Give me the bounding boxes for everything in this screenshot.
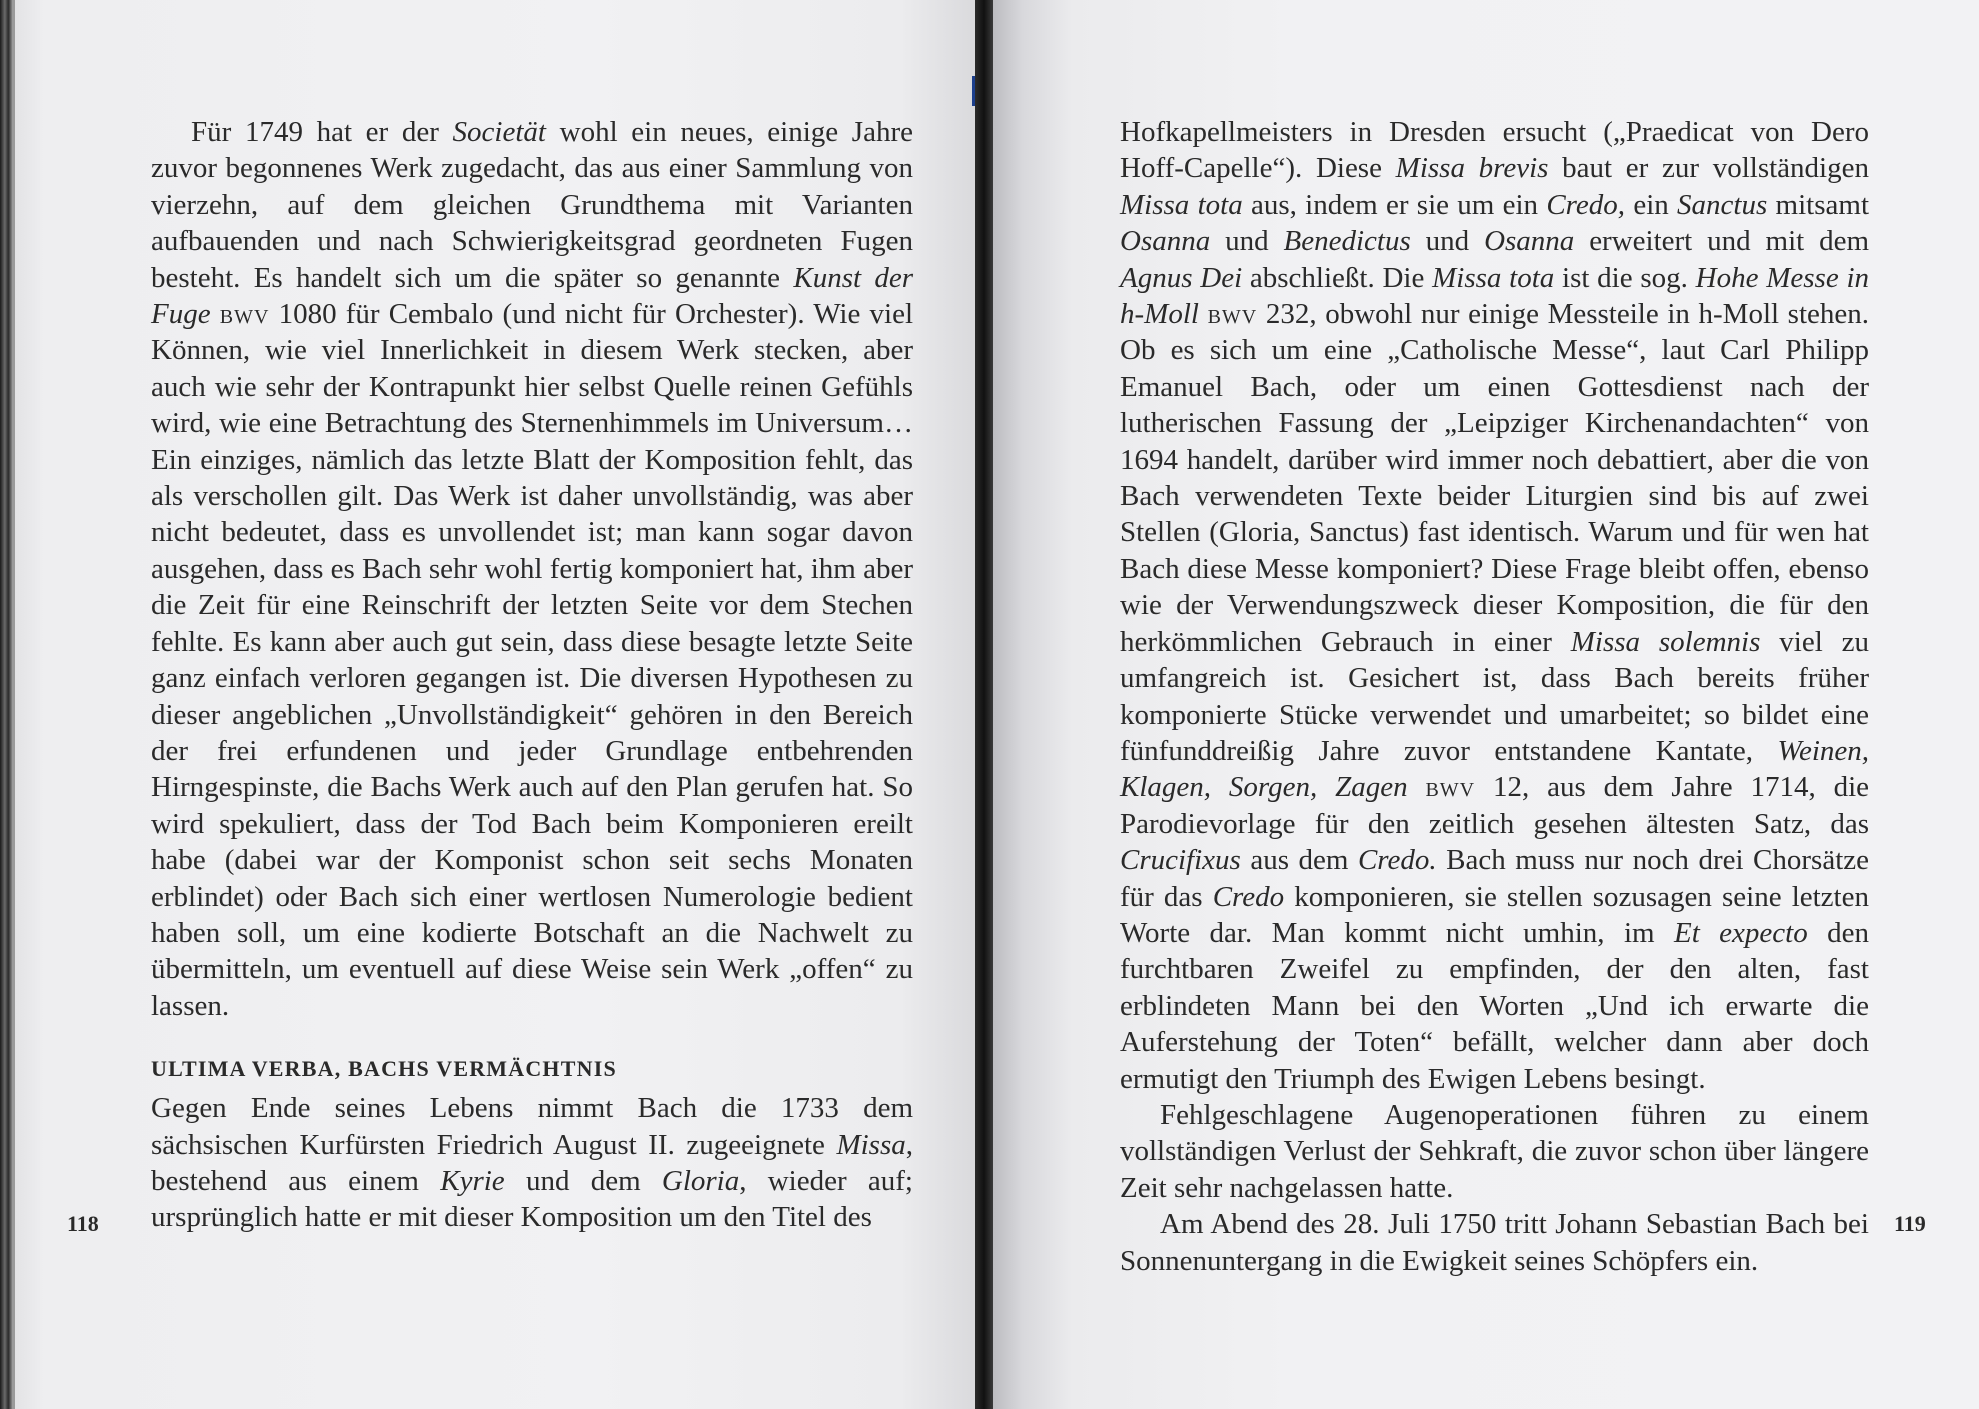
book-edge: [0, 0, 12, 1409]
text-run: [1408, 771, 1426, 803]
italic-run: Sanctus: [1677, 188, 1768, 221]
italic-run: Osanna: [1484, 225, 1575, 258]
italic-run: Crucifixus: [1120, 844, 1241, 877]
italic-run: Credo: [1212, 880, 1285, 913]
italic-run: Agnus Dei: [1120, 261, 1243, 294]
italic-run: Et expecto: [1673, 916, 1808, 949]
italic-run: Societät: [452, 116, 546, 148]
left-page-body: [151, 114, 913, 1236]
smallcaps-run: bwv: [219, 298, 270, 331]
right-paragraph-2: Fehlgeschlagene Augenoperationen führen zu einem vollständigen Verlust der Sehkraft, die zuvor schon über längere Zeit sehr nachgelassen hatte.: [1120, 1098, 1869, 1204]
text-run: den furchtbaren Zweifel zu empfinden, der den alten, fast erblindeten Mann bei den Worten „Und ich erwarte die Auferstehung der Toten“ befällt, welcher dann aber doch ermutigt den Triumph des Ewigen Lebens besingt.: [1120, 916, 1870, 1095]
text-run: 12, aus dem Jahre 1714, die Parodievorlage für den zeitlich gesehen ältesten Satz, das: [1120, 771, 1870, 840]
page-number-right: 119: [1894, 1211, 1926, 1236]
text-run: , wieder auf; ursprünglich hatte er mit dieser Komposition um den Titel des: [151, 1164, 913, 1234]
left-page: [12, 0, 977, 1409]
italic-run: Benedictus: [1283, 225, 1411, 258]
text-run: Bach muss nur noch drei Chorsätze für das: [1120, 844, 1869, 913]
smallcaps-run: bwv: [1425, 771, 1476, 804]
text-run: abschließt. Die: [1242, 261, 1433, 294]
text-run: aus, indem er sie um ein: [1242, 188, 1547, 221]
text-run: Hofkapellmeisters in Dresden ersucht („Praedicat von Dero Hoff-Capelle“). Diese: [1120, 116, 1869, 185]
page-number-left: 118: [67, 1211, 99, 1236]
italic-run: Weinen, Klagen, Sorgen, Zagen: [1120, 734, 1869, 804]
italic-run: Gloria: [661, 1164, 740, 1197]
italic-run: Missa solemnis: [1570, 625, 1761, 658]
text-run: mitsamt: [1767, 188, 1869, 221]
italic-run: Missa brevis: [1395, 152, 1549, 185]
text-run: komponieren, sie stellen sozusagen seine letzten Worte dar. Man kommt nicht umhin, im: [1120, 880, 1869, 949]
text-run: und: [1410, 225, 1485, 258]
text-run: [211, 298, 220, 330]
text-run: Für 1749 hat er der: [191, 116, 453, 148]
italic-run: Missa tota: [1432, 261, 1555, 294]
text-run: [1199, 298, 1208, 330]
italic-run: Missa tota: [1120, 188, 1243, 221]
italic-run: Credo,: [1546, 188, 1626, 221]
text-run: 1080 für Cembalo (und nicht für Orchester). Wie viel Können, wie viel Innerlichkeit in diesem Werk stecken, aber auch wie sehr der Kontrapunkt hier selbst Quelle reinen Gefühls wird, wie eine Betrachtung des Sternenhimmels im Universum… Ein einziges, nämlich das letzte Blatt der Komposition fehlt, das als verschollen gilt. Das Werk ist daher unvollständig, was aber nicht bedeutet, dass es unvollendet ist; man kann sogar davon ausgehen, dass es Bach sehr wohl fertig komponiert hat, ihm aber die Zeit für eine Reinschrift der letzten Seite vor dem Stechen fehlte. Es kann aber auch gut sein, dass diese besagte letzte Seite ganz einfach verloren gegangen ist. Die diversen Hypothesen zu dieser angeblichen „Unvollständigkeit“ gehören in den Bereich der frei erfundenen und jeder Grundlage entbehrenden Hirngespinste, die Bachs Werk auch auf den Plan gerufen hat. So wird spekuliert, dass der Tod Bach beim Komponieren ereilt habe (dabei war der Komponist schon seit sechs Monaten erblindet) oder Bach sich einer wertlosen Numerologie bedient haben soll, um eine kodierte Botschaft an die Nachwelt zu übermitteln, um eventuell auf diese Weise sein Werk „offen“ zu lassen.: [151, 298, 913, 1022]
text-run: , bestehend aus einem: [151, 1128, 913, 1197]
italic-run: Credo.: [1357, 844, 1437, 877]
italic-run: Hohe Messe in h-Moll: [1120, 261, 1870, 331]
text-run: 232, obwohl nur einige Messteile in h-Moll stehen. Ob es sich um eine „Catholische Messe“, laut Carl Philipp Emanuel Bach, oder um einen Gottesdienst nach der lutherischen Fassung der „Leipziger Kirchenandachten“ von 1694 handelt, darüber wird immer noch debattiert, aber die von Bach verwendeten Texte beider Liturgien sind bis auf zwei Stellen (Gloria, Sanctus) fast identisch. Warum und für wen hat Bach diese Messe komponiert? Diese Frage bleibt offen, ebenso wie der Verwendungszweck dieser Komposition, die für den herkömmlichen Gebrauch in einer: [1120, 298, 1870, 658]
text-run: und dem: [504, 1164, 662, 1197]
text-run: und: [1210, 225, 1284, 258]
right-page: [993, 0, 1979, 1409]
left-paragraph-2: [151, 1090, 913, 1236]
text-run: ist die sog.: [1554, 261, 1696, 294]
italic-run: Kyrie: [440, 1164, 505, 1197]
text-run: ein: [1625, 188, 1678, 221]
text-run: Gegen Ende seines Lebens nimmt Bach die 1733 dem sächsischen Kurfürsten Friedrich August II. zugeeignete: [151, 1092, 913, 1161]
italic-run: Osanna: [1120, 225, 1211, 258]
text-run: baut er zur vollständigen: [1548, 152, 1869, 185]
left-paragraph-1: [151, 114, 913, 1024]
italic-run: Kunst der Fuge: [151, 261, 914, 331]
smallcaps-run: bwv: [1207, 298, 1258, 331]
book-spine: [975, 0, 993, 1409]
text-run: viel zu umfangreich ist. Gesichert ist, dass Bach bereits früher komponierte Stücke verwendet und umarbeitet; so bildet eine fünfunddreißig Jahre zuvor entstandene Kantate,: [1120, 625, 1870, 767]
text-run: wohl ein neues, einige Jahre zuvor begonnenes Werk zugedacht, das aus einer Sammlung von vierzehn, auf dem gleichen Grundthema mit Varianten aufbauenden und nach Schwierigkeitsgrad geordneten Fugen besteht. Es handelt sich um die später so genannte: [151, 116, 913, 294]
right-paragraph-1: [1120, 114, 1869, 1097]
italic-run: Missa: [836, 1128, 906, 1161]
section-heading: ULTIMA VERBA, BACHS VERMÄCHTNIS: [151, 1056, 617, 1082]
right-page-body: [1120, 114, 1869, 1279]
text-run: erweitert und mit dem: [1574, 225, 1870, 258]
right-paragraph-3: Am Abend des 28. Juli 1750 tritt Johann Sebastian Bach bei Sonnenuntergang in die Ewigkeit seines Schöpfers ein.: [1120, 1208, 1869, 1277]
text-run: aus dem: [1240, 844, 1358, 877]
